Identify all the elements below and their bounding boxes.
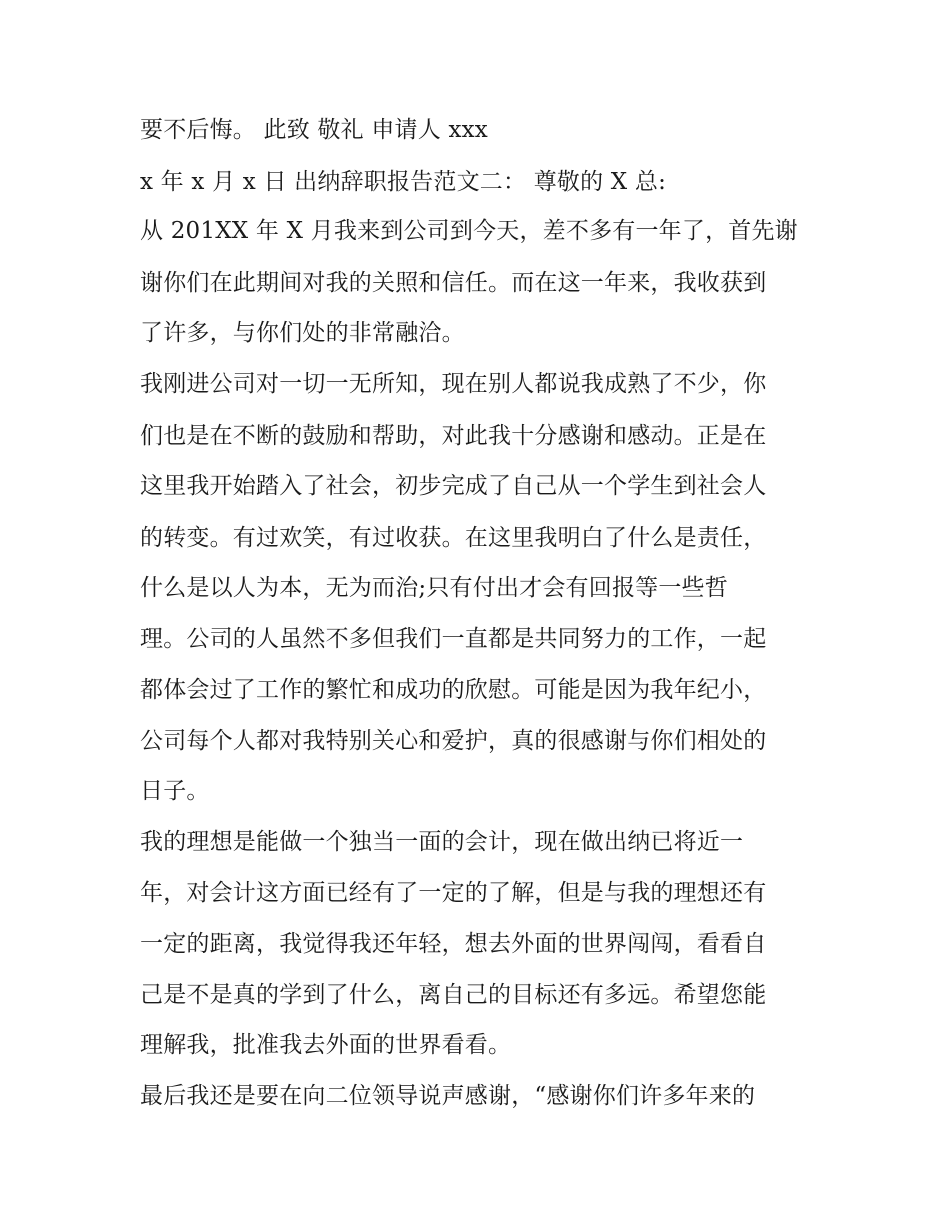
text-line: 们也是在不断的鼓励和帮助，对此我十分感谢和感动。正是在 [140, 423, 767, 449]
text-line: 的转变。有过欢笑，有过收获。在这里我明白了什么是责任， [140, 525, 767, 551]
text-line: 要不后悔。 此致 敬礼 申请人 xxx [140, 117, 488, 143]
text-line: 我刚进公司对一切一无所知，现在别人都说我成熟了不少，你 [140, 371, 767, 397]
text-line: 一定的距离，我觉得我还年轻，想去外面的世界闯闯，看看自 [140, 931, 767, 957]
text-line: 年，对会计这方面已经有了一定的了解，但是与我的理想还有 [140, 880, 767, 906]
text-line: 这里我开始踏入了社会，初步完成了自己从一个学生到社会人 [140, 473, 767, 499]
text-line: 理。公司的人虽然不多但我们一直都是共同努力的工作，一起 [140, 626, 767, 652]
text-line: 从 201XX 年 X 月我来到公司到今天，差不多有一年了，首先谢 [140, 218, 798, 244]
text-line: 公司每个人都对我特别关心和爱护，真的很感谢与你们相处的 [140, 728, 767, 754]
text-line: 我的理想是能做一个独当一面的会计，现在做出纳已将近一 [140, 829, 744, 855]
text-line: 最后我还是要在向二位领导说声感谢，“感谢你们许多年来的 [140, 1083, 756, 1109]
text-line: 日子。 [140, 778, 210, 804]
text-line: 什么是以人为本，无为而治;只有付出才会有回报等一些哲 [140, 575, 728, 601]
text-line: x 年 x 月 x 日 出纳辞职报告范文二： 尊敬的 X 总: [140, 169, 667, 195]
text-line: 己是不是真的学到了什么，离自己的目标还有多远。希望您能 [140, 982, 767, 1008]
text-line: 谢你们在此期间对我的关照和信任。而在这一年来，我收获到 [140, 270, 767, 296]
text-line: 都体会过了工作的繁忙和成功的欣慰。可能是因为我年纪小， [140, 677, 767, 703]
text-line: 理解我，批准我去外面的世界看看。 [140, 1032, 512, 1058]
text-line: 了许多，与你们处的非常融洽。 [140, 320, 465, 346]
